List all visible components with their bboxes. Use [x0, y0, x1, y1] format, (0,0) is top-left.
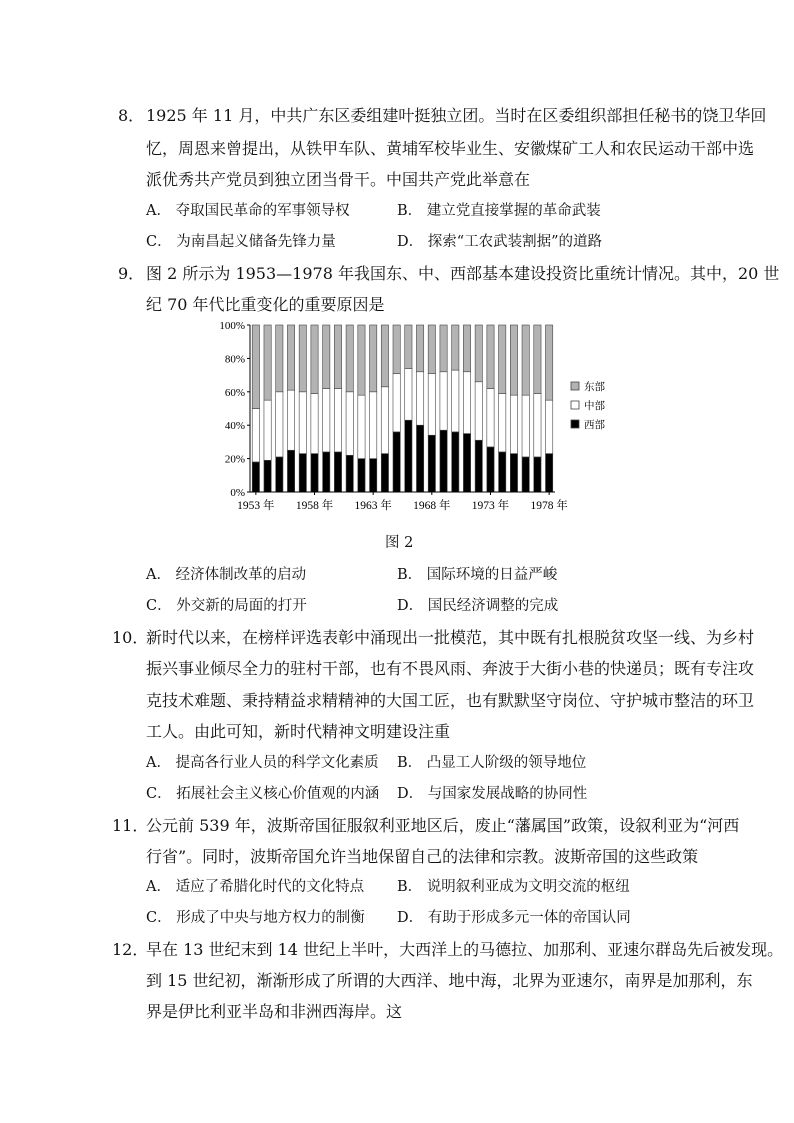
bar-segment-东部	[264, 325, 271, 400]
question-text-line: 工人。由此可知，新时代精神文明建设注重	[146, 722, 451, 741]
bar-segment-西部	[428, 435, 435, 492]
y-tick-label: 20%	[224, 453, 245, 466]
legend-label: 中部	[584, 400, 605, 412]
question-text-line: 纪 70 年代比重变化的重要原因是	[146, 295, 385, 314]
bar-segment-西部	[264, 460, 271, 492]
bar-segment-东部	[416, 325, 423, 372]
bar-segment-中部	[299, 392, 306, 454]
bar-segment-东部	[276, 325, 283, 392]
investment-share-chart	[205, 315, 625, 520]
option-c: C． 为南昌起义储备先锋力量	[146, 234, 336, 250]
x-tick-label: 1963 年	[354, 500, 392, 512]
bar-segment-西部	[381, 454, 388, 492]
bar-segment-东部	[381, 325, 388, 387]
bar-segment-西部	[510, 454, 517, 492]
option-d: D． 有助于形成多元一体的帝国认同	[397, 910, 631, 926]
option-a: A． 夺取国民革命的军事领导权	[146, 203, 350, 219]
bar-segment-西部	[545, 454, 552, 492]
figure-caption: 图 2	[385, 535, 414, 551]
bar-segment-西部	[416, 425, 423, 492]
bar-segment-中部	[381, 387, 388, 454]
bar-segment-西部	[252, 462, 259, 492]
bar-segment-西部	[299, 454, 306, 492]
y-axis	[219, 320, 250, 499]
bar-group	[252, 325, 553, 492]
bar-segment-西部	[276, 457, 283, 492]
option-a: A． 适应了希腊化时代的文化特点	[146, 879, 365, 895]
question-text-line: 到 15 世纪初，渐渐形成了所谓的大西洋、地中海，北界为亚速尔，南界是加那利，东	[146, 971, 753, 990]
question-text-line: 振兴事业倾尽全力的驻村干部，也有不畏风雨、奔波于大街小巷的快递员；既有专注攻	[146, 659, 755, 678]
bar-segment-中部	[522, 395, 529, 457]
question-text-line: 新时代以来，在榜样评选表彰中涌现出一批模范，其中既有扎根脱贫攻坚一线、为乡村	[146, 628, 755, 647]
question-text-line: 公元前 539 年，波斯帝国征服叙利亚地区后，废止“藩属国”政策，设叙利亚为“河西	[146, 816, 740, 835]
question-number: 11．	[112, 816, 149, 835]
bar-segment-东部	[487, 325, 494, 388]
option-b: B． 凸显工人阶级的领导地位	[397, 755, 587, 771]
bar-segment-中部	[416, 372, 423, 425]
bar-segment-西部	[499, 452, 506, 492]
bar-segment-中部	[545, 400, 552, 453]
y-tick-label: 0%	[230, 487, 245, 499]
bar-segment-东部	[510, 325, 517, 395]
bar-segment-东部	[428, 325, 435, 373]
bar-segment-中部	[510, 395, 517, 453]
bar-segment-西部	[370, 459, 377, 492]
bar-segment-中部	[264, 400, 271, 460]
x-tick-label: 1953 年	[237, 500, 275, 512]
y-tick-label: 100%	[219, 320, 245, 332]
option-c: C． 拓展社会主义核心价值观的内涵	[146, 786, 380, 802]
bar-segment-东部	[334, 325, 341, 388]
question-text-line: 派优秀共产党员到独立团当骨干。中国共产党此举意在	[146, 170, 531, 189]
question-number: 9．	[118, 264, 145, 283]
bar-segment-东部	[522, 325, 529, 395]
question-text-line: 图 2 所示为 1953—1978 年我国东、中、西部基本建设投资比重统计情况。其中，20 世	[146, 264, 780, 283]
bar-segment-东部	[475, 325, 482, 382]
option-b: B． 国际环境的日益严峻	[397, 567, 558, 583]
bar-segment-中部	[370, 392, 377, 459]
bar-segment-中部	[534, 393, 541, 456]
option-c: C． 形成了中央与地方权力的制衡	[146, 910, 365, 926]
y-tick-label: 40%	[224, 420, 245, 433]
bar-segment-中部	[287, 390, 294, 450]
bar-segment-西部	[475, 440, 482, 492]
bar-segment-东部	[323, 325, 330, 388]
question-number: 10．	[112, 628, 149, 647]
bar-segment-东部	[299, 325, 306, 392]
bar-segment-西部	[311, 454, 318, 492]
bar-segment-东部	[452, 325, 459, 370]
question-number: 8．	[118, 106, 145, 125]
bar-segment-中部	[358, 395, 365, 458]
legend-label: 西部	[584, 419, 605, 431]
bar-segment-东部	[370, 325, 377, 392]
bar-segment-东部	[463, 325, 470, 372]
bar-segment-西部	[287, 450, 294, 492]
option-b: B． 建立党直接掌握的革命武装	[397, 203, 601, 219]
bar-segment-中部	[323, 388, 330, 451]
question-number: 12．	[112, 940, 149, 959]
bar-segment-东部	[499, 325, 506, 393]
question-text-line: 行省”。同时，波斯帝国允许当地保留自己的法律和宗教。波斯帝国的这些政策	[146, 847, 699, 866]
bar-segment-中部	[393, 373, 400, 431]
bar-segment-西部	[405, 420, 412, 492]
bar-segment-中部	[334, 388, 341, 451]
legend-swatch	[571, 382, 579, 390]
question-text-line: 早在 13 世纪末到 14 世纪上半叶，大西洋上的马德拉、加那利、亚速尔群岛先后被发现。	[146, 940, 784, 959]
option-d: D． 国民经济调整的完成	[397, 598, 559, 614]
bar-segment-东部	[358, 325, 365, 395]
legend	[571, 380, 605, 431]
bar-segment-西部	[323, 452, 330, 492]
bar-segment-东部	[545, 325, 552, 400]
question-text-line: 1925 年 11 月，中共广东区委组建叶挺独立团。当时在区委组织部担任秘书的饶卫华回	[146, 106, 767, 125]
bar-segment-中部	[346, 392, 353, 455]
bar-segment-西部	[440, 430, 447, 492]
bar-segment-西部	[534, 457, 541, 492]
bar-segment-中部	[499, 393, 506, 451]
bar-segment-中部	[463, 372, 470, 434]
bar-segment-中部	[440, 372, 447, 430]
bar-segment-西部	[487, 447, 494, 492]
bar-segment-中部	[311, 393, 318, 453]
x-axis	[237, 492, 568, 512]
option-d: D． 与国家发展战略的协同性	[397, 786, 588, 802]
bar-segment-西部	[452, 432, 459, 492]
bar-segment-中部	[487, 388, 494, 446]
bar-segment-东部	[440, 325, 447, 372]
bar-segment-东部	[311, 325, 318, 393]
bar-segment-西部	[346, 455, 353, 492]
x-tick-label: 1968 年	[413, 500, 451, 512]
bar-segment-东部	[405, 325, 412, 368]
legend-swatch	[571, 420, 579, 428]
bar-segment-西部	[522, 457, 529, 492]
bar-segment-西部	[334, 452, 341, 492]
question-text-line: 克技术难题、秉持精益求精精神的大国工匠，也有默默坚守岗位、守护城市整洁的环卫	[146, 691, 755, 710]
bar-segment-中部	[252, 409, 259, 462]
bar-segment-东部	[393, 325, 400, 373]
bar-segment-中部	[428, 373, 435, 435]
bar-segment-东部	[252, 325, 259, 409]
x-tick-label: 1973 年	[471, 500, 510, 512]
bar-segment-中部	[452, 370, 459, 432]
option-a: A． 经济体制改革的启动	[146, 567, 307, 583]
bar-segment-东部	[287, 325, 294, 390]
legend-swatch	[571, 401, 579, 409]
question-text-line: 界是伊比利亚半岛和非洲西海岸。这	[146, 1002, 403, 1021]
bar-segment-中部	[405, 368, 412, 420]
option-c: C． 外交新的局面的打开	[146, 598, 307, 614]
legend-label: 东部	[584, 381, 605, 393]
bar-segment-西部	[358, 459, 365, 492]
option-a: A． 提高各行业人员的科学文化素质	[146, 755, 379, 771]
x-tick-label: 1958 年	[295, 500, 334, 512]
bar-segment-东部	[346, 325, 353, 392]
bar-segment-中部	[475, 382, 482, 440]
bar-segment-西部	[463, 434, 470, 492]
bar-segment-西部	[393, 432, 400, 492]
question-text-line: 忆，周恩来曾提出，从铁甲车队、黄埔军校毕业生、安徽煤矿工人和农民运动干部中选	[146, 139, 755, 158]
bar-segment-中部	[276, 392, 283, 457]
option-d: D． 探索“工农武装割据”的道路	[397, 234, 603, 250]
x-tick-label: 1978 年	[530, 500, 568, 512]
y-tick-label: 80%	[224, 353, 245, 366]
bar-segment-东部	[534, 325, 541, 393]
option-b: B． 说明叙利亚成为文明交流的枢纽	[397, 879, 630, 895]
y-tick-label: 60%	[224, 386, 245, 399]
